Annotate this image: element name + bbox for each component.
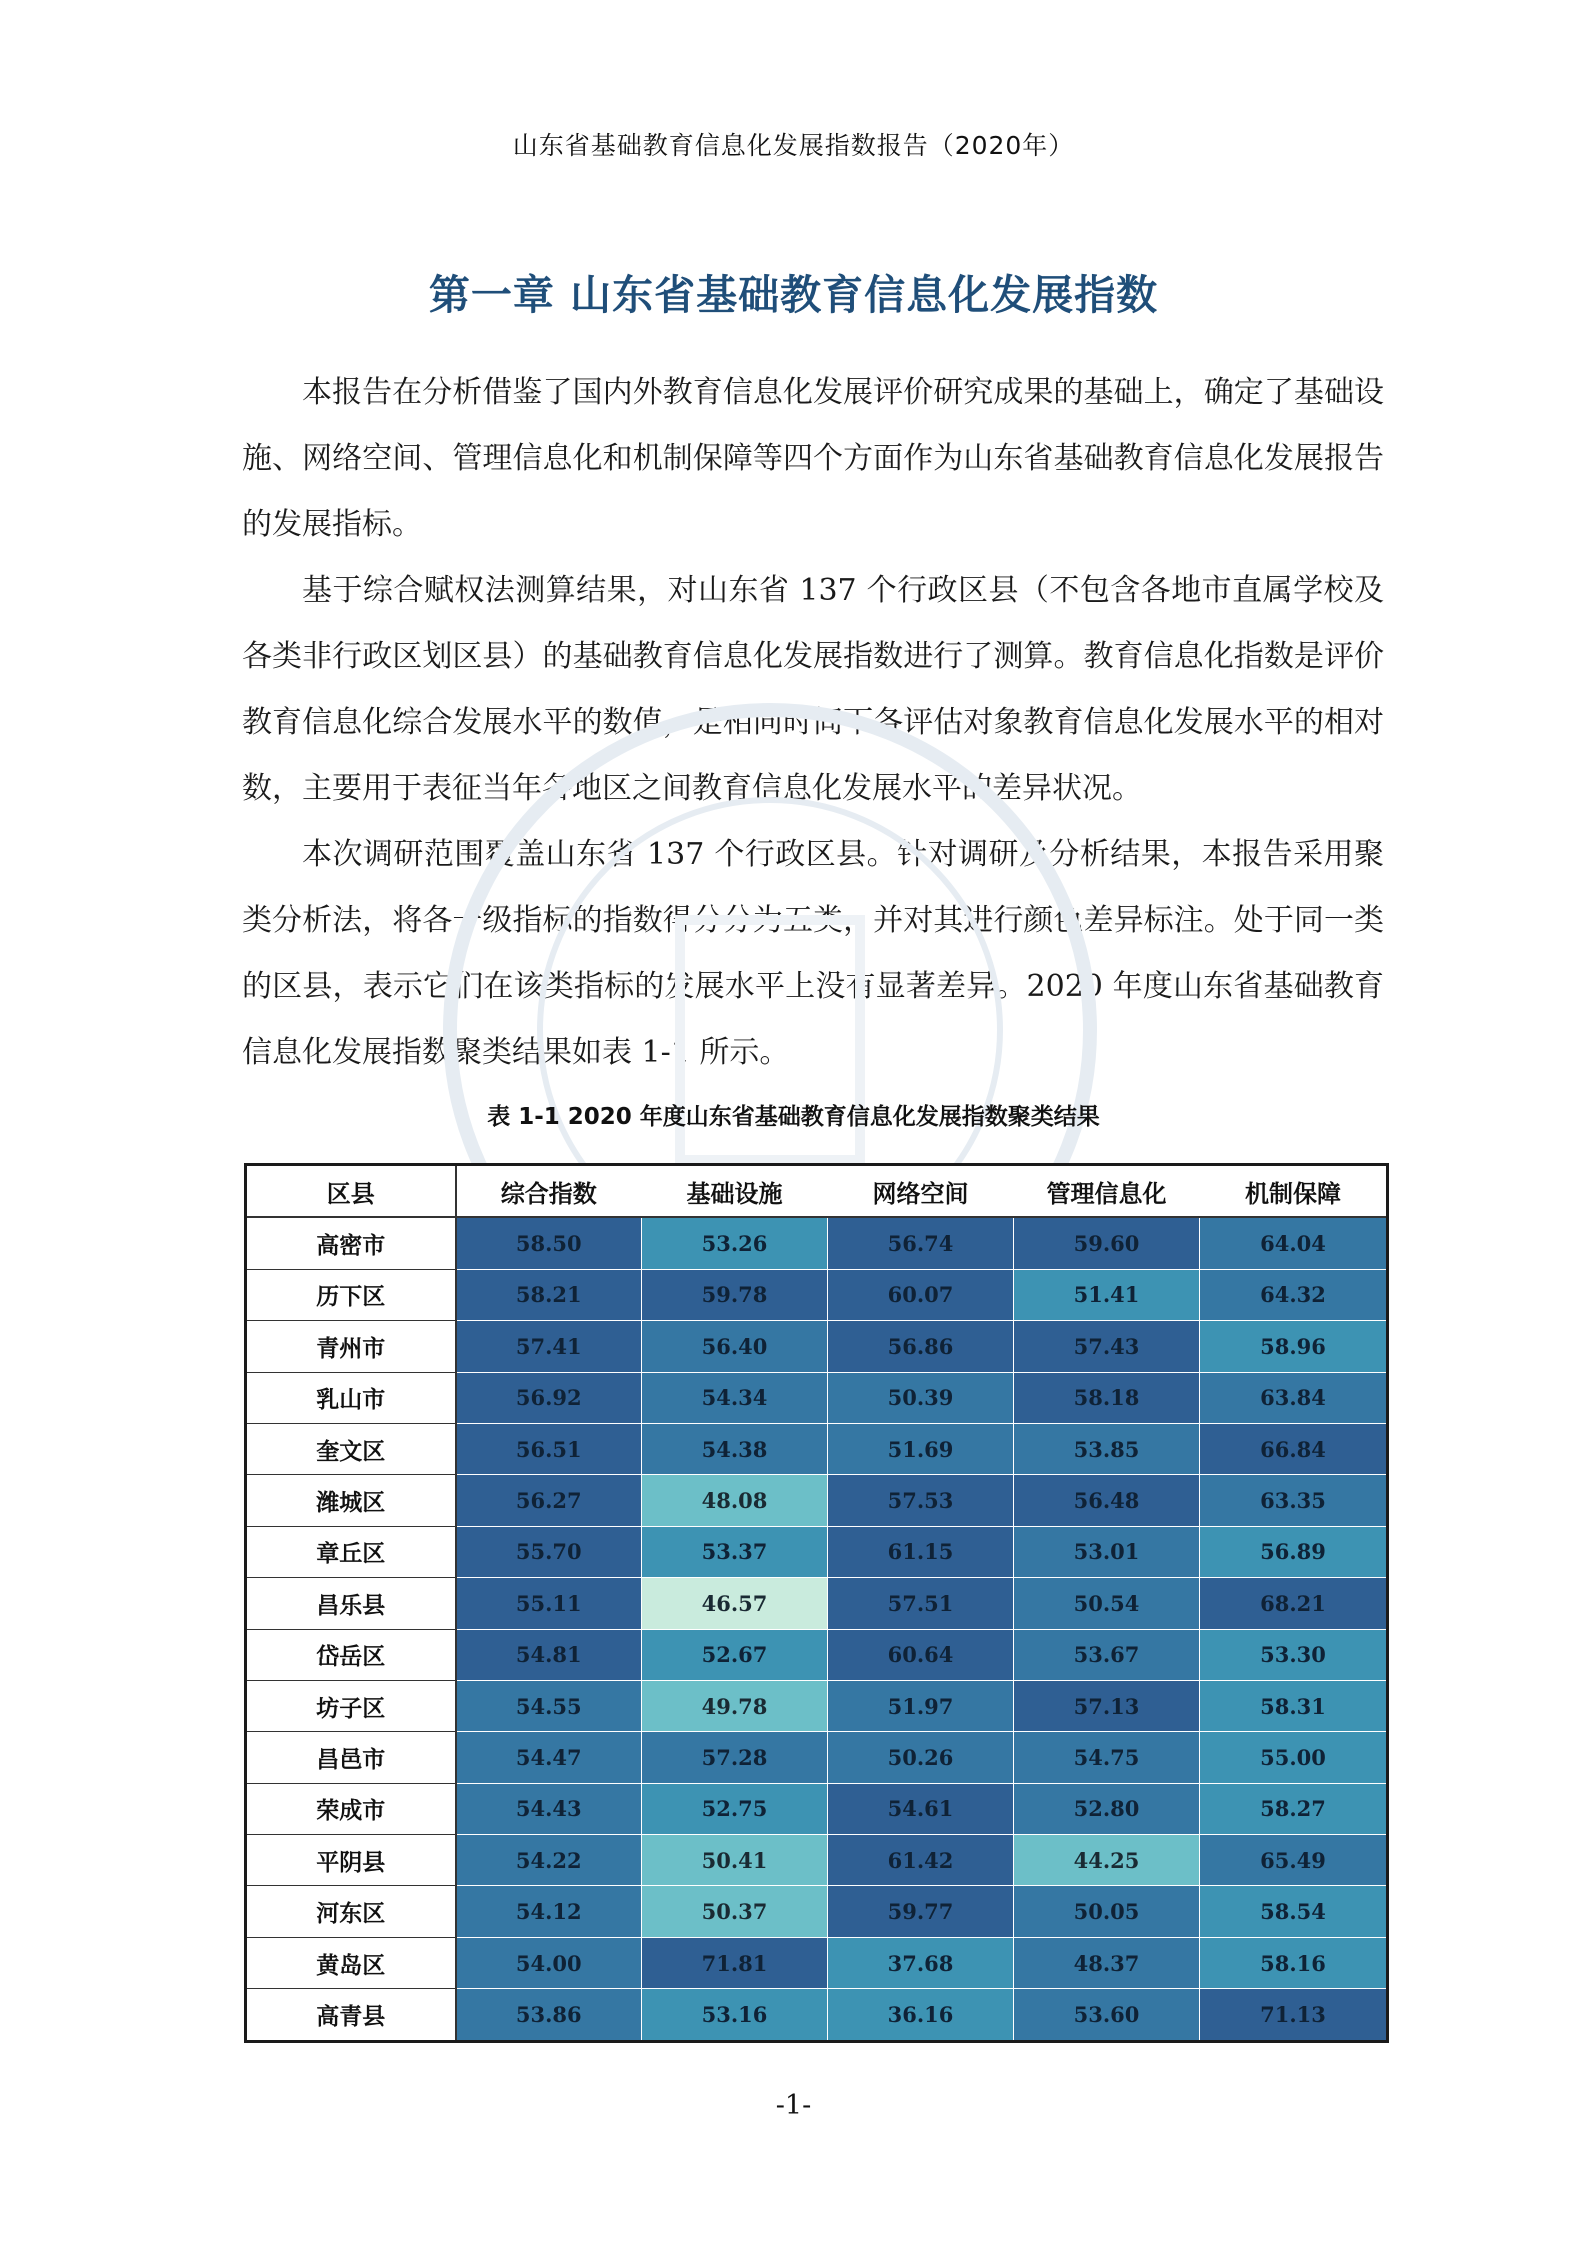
running-head: 山东省基础教育信息化发展指数报告（2020年） (512, 131, 1075, 160)
index-value-cell: 59.60 (1014, 1217, 1200, 1269)
table-row (246, 1835, 1388, 1886)
index-value-cell: 54.34 (642, 1372, 828, 1423)
index-value-cell: 54.43 (456, 1783, 642, 1834)
table-row (246, 1732, 1388, 1783)
index-value-cell: 59.77 (828, 1886, 1014, 1937)
table-row (246, 1475, 1388, 1526)
index-value-cell: 52.80 (1014, 1783, 1200, 1834)
index-value-cell: 58.21 (456, 1269, 642, 1320)
index-value-cell: 54.75 (1014, 1732, 1200, 1783)
index-value-cell: 54.61 (828, 1783, 1014, 1834)
index-value-cell: 52.75 (642, 1783, 828, 1834)
table-row (246, 1886, 1388, 1937)
table-row (246, 1321, 1388, 1372)
index-value-cell: 53.30 (1200, 1629, 1388, 1680)
county-name-cell: 潍城区 (246, 1475, 456, 1526)
index-value-cell: 52.67 (642, 1629, 828, 1680)
index-value-cell: 51.41 (1014, 1269, 1200, 1320)
index-value-cell: 50.41 (642, 1835, 828, 1886)
index-value-cell: 53.60 (1014, 1989, 1200, 2041)
index-value-cell: 53.26 (642, 1217, 828, 1269)
index-value-cell: 58.31 (1200, 1680, 1388, 1731)
paragraph-text: 本次调研范围覆盖山东省 137 个行政区县。针对调研及分析结果，本报告采用聚类分析法，将各一级指标的指数得分分为五类，并对其进行颜色差异标注。处于同一类的区县，表示它们在该类指标的发展水平上没有显著差异。2020 年度山东省基础教育信息化发展指数聚类结果如表 1-1 所示。 (242, 837, 1384, 1070)
index-value-cell: 56.40 (642, 1321, 828, 1372)
index-value-cell: 59.78 (642, 1269, 828, 1320)
index-value-cell: 51.97 (828, 1680, 1014, 1731)
index-value-cell: 68.21 (1200, 1578, 1388, 1629)
index-value-cell: 66.84 (1200, 1423, 1388, 1474)
county-name-cell: 岱岳区 (246, 1629, 456, 1680)
table-row (246, 1217, 1388, 1269)
index-value-cell: 53.01 (1014, 1526, 1200, 1577)
paragraph-text: 基于综合赋权法测算结果，对山东省 137 个行政区县（不包含各地市直属学校及各类非行政区划区县）的基础教育信息化发展指数进行了测算。教育信息化指数是评价教育信息化综合发展水平的数值，是相同时间下各评估对象教育信息化发展水平的相对数，主要用于表征当年各地区之间教育信息化发展水平的差异状况。 (242, 573, 1384, 806)
table-row (246, 1937, 1388, 1988)
index-value-cell: 53.67 (1014, 1629, 1200, 1680)
index-value-cell: 56.27 (456, 1475, 642, 1526)
index-value-cell: 55.00 (1200, 1732, 1388, 1783)
index-value-cell: 64.04 (1200, 1217, 1388, 1269)
index-value-cell: 56.74 (828, 1217, 1014, 1269)
index-value-cell: 58.16 (1200, 1937, 1388, 1988)
index-value-cell: 56.86 (828, 1321, 1014, 1372)
index-value-cell: 58.54 (1200, 1886, 1388, 1937)
table-row (246, 1783, 1388, 1834)
index-value-cell: 50.39 (828, 1372, 1014, 1423)
county-name-cell: 高密市 (246, 1217, 456, 1269)
index-value-cell: 37.68 (828, 1937, 1014, 1988)
page-number: -1- (775, 2090, 812, 2121)
index-value-cell: 53.85 (1014, 1423, 1200, 1474)
index-value-cell: 54.47 (456, 1732, 642, 1783)
index-value-cell: 56.92 (456, 1372, 642, 1423)
index-value-cell: 36.16 (828, 1989, 1014, 2041)
body-paragraph (242, 558, 1384, 822)
table-body (246, 1217, 1388, 2041)
index-value-cell: 71.13 (1200, 1989, 1388, 2041)
index-value-cell: 61.15 (828, 1526, 1014, 1577)
county-name-cell: 昌邑市 (246, 1732, 456, 1783)
table-header-row (246, 1165, 1388, 1218)
table-row (246, 1680, 1388, 1731)
county-name-cell: 乳山市 (246, 1372, 456, 1423)
table-row (246, 1526, 1388, 1577)
index-value-cell: 63.84 (1200, 1372, 1388, 1423)
column-header: 基础设施 (642, 1165, 828, 1218)
index-value-cell: 49.78 (642, 1680, 828, 1731)
index-value-cell: 56.51 (456, 1423, 642, 1474)
index-value-cell: 54.38 (642, 1423, 828, 1474)
index-value-cell: 56.89 (1200, 1526, 1388, 1577)
index-value-cell: 55.70 (456, 1526, 642, 1577)
index-value-cell: 57.53 (828, 1475, 1014, 1526)
table-row (246, 1269, 1388, 1320)
index-value-cell: 54.12 (456, 1886, 642, 1937)
index-value-cell: 64.32 (1200, 1269, 1388, 1320)
index-value-cell: 65.49 (1200, 1835, 1388, 1886)
index-value-cell: 48.37 (1014, 1937, 1200, 1988)
table-row (246, 1578, 1388, 1629)
index-value-cell: 71.81 (642, 1937, 828, 1988)
county-name-cell: 昌乐县 (246, 1578, 456, 1629)
table-row (246, 1372, 1388, 1423)
index-value-cell: 58.18 (1014, 1372, 1200, 1423)
index-value-cell: 56.48 (1014, 1475, 1200, 1526)
index-value-cell: 58.27 (1200, 1783, 1388, 1834)
index-value-cell: 57.43 (1014, 1321, 1200, 1372)
paragraph-text: 本报告在分析借鉴了国内外教育信息化发展评价研究成果的基础上，确定了基础设施、网络空间、管理信息化和机制保障等四个方面作为山东省基础教育信息化发展报告的发展指标。 (242, 375, 1384, 542)
index-value-cell: 50.54 (1014, 1578, 1200, 1629)
index-value-cell: 53.86 (456, 1989, 642, 2041)
index-value-cell: 55.11 (456, 1578, 642, 1629)
column-header: 管理信息化 (1014, 1165, 1200, 1218)
index-value-cell: 50.37 (642, 1886, 828, 1937)
table-row (246, 1629, 1388, 1680)
index-value-cell: 46.57 (642, 1578, 828, 1629)
county-name-cell: 奎文区 (246, 1423, 456, 1474)
index-value-cell: 58.50 (456, 1217, 642, 1269)
index-value-cell: 57.51 (828, 1578, 1014, 1629)
index-value-cell: 48.08 (642, 1475, 828, 1526)
index-value-cell: 58.96 (1200, 1321, 1388, 1372)
column-header: 区县 (246, 1165, 456, 1218)
index-value-cell: 53.37 (642, 1526, 828, 1577)
index-value-cell: 54.00 (456, 1937, 642, 1988)
index-value-cell: 57.28 (642, 1732, 828, 1783)
county-name-cell: 历下区 (246, 1269, 456, 1320)
table-row (246, 1423, 1388, 1474)
index-value-cell: 54.55 (456, 1680, 642, 1731)
index-value-cell: 54.22 (456, 1835, 642, 1886)
index-value-cell: 54.81 (456, 1629, 642, 1680)
index-value-cell: 61.42 (828, 1835, 1014, 1886)
county-name-cell: 高青县 (246, 1989, 456, 2041)
index-value-cell: 63.35 (1200, 1475, 1388, 1526)
column-header: 机制保障 (1200, 1165, 1388, 1218)
county-name-cell: 章丘区 (246, 1526, 456, 1577)
index-value-cell: 57.41 (456, 1321, 642, 1372)
index-value-cell: 50.05 (1014, 1886, 1200, 1937)
column-header: 网络空间 (828, 1165, 1014, 1218)
county-name-cell: 荣成市 (246, 1783, 456, 1834)
index-value-cell: 51.69 (828, 1423, 1014, 1474)
county-name-cell: 黄岛区 (246, 1937, 456, 1988)
county-name-cell: 坊子区 (246, 1680, 456, 1731)
body-paragraph (242, 822, 1384, 1086)
index-value-cell: 60.64 (828, 1629, 1014, 1680)
index-value-cell: 50.26 (828, 1732, 1014, 1783)
chapter-title: 第一章 山东省基础教育信息化发展指数 (428, 271, 1159, 319)
table-row (246, 1989, 1388, 2041)
county-name-cell: 青州市 (246, 1321, 456, 1372)
body-paragraph (242, 360, 1384, 558)
county-name-cell: 平阴县 (246, 1835, 456, 1886)
county-name-cell: 河东区 (246, 1886, 456, 1937)
index-value-cell: 44.25 (1014, 1835, 1200, 1886)
table-caption: 表 1-1 2020 年度山东省基础教育信息化发展指数聚类结果 (487, 1104, 1100, 1130)
column-header: 综合指数 (456, 1165, 642, 1218)
index-value-cell: 57.13 (1014, 1680, 1200, 1731)
index-value-cell: 53.16 (642, 1989, 828, 2041)
cluster-results-table (244, 1163, 1389, 2043)
index-value-cell: 60.07 (828, 1269, 1014, 1320)
